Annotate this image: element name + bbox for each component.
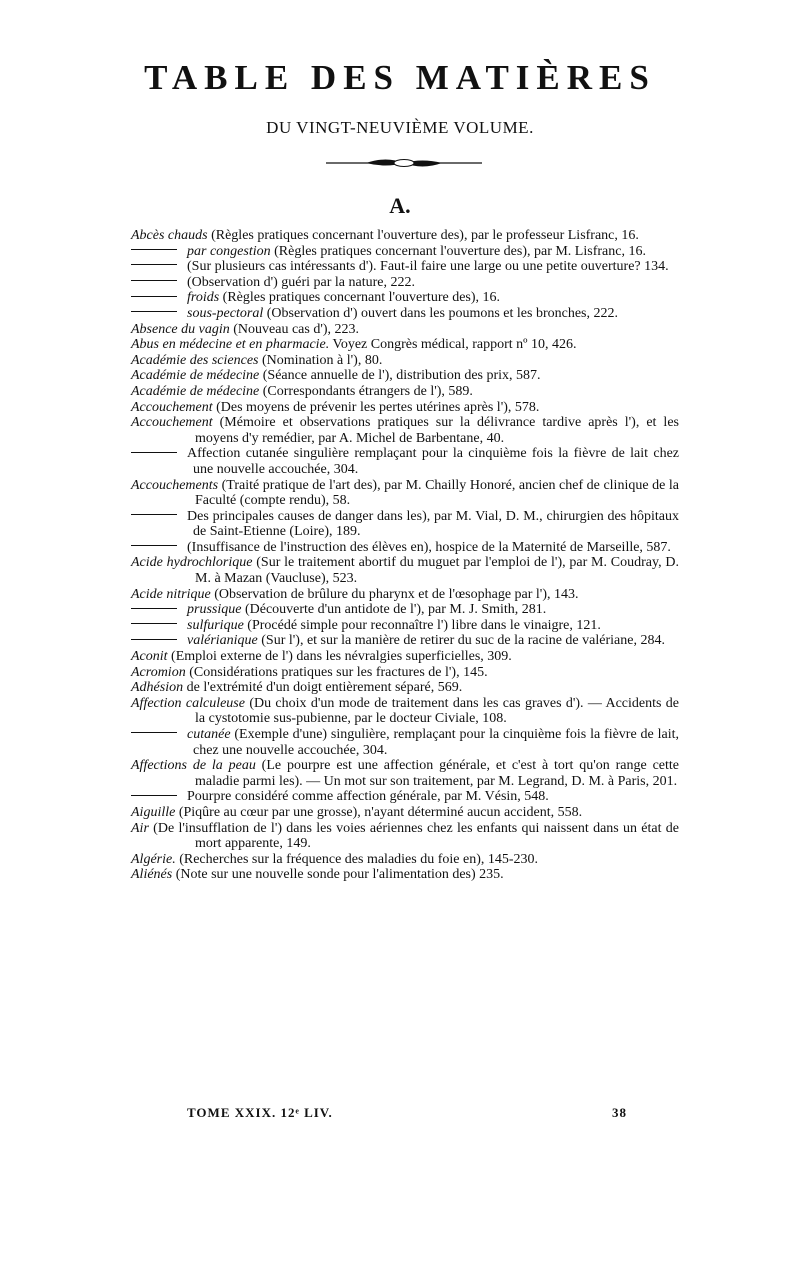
page-title: TABLE DES MATIÈRES bbox=[144, 58, 656, 97]
entry-keyword: Abcès chauds bbox=[131, 228, 208, 243]
index-entry bbox=[131, 337, 679, 353]
entry-keyword: Air bbox=[131, 820, 149, 836]
ditto-dash bbox=[131, 452, 177, 453]
entry-keyword: sous-pectoral bbox=[187, 305, 264, 321]
footer-page-number: 38 bbox=[612, 1105, 627, 1120]
page-footer bbox=[187, 1105, 627, 1121]
entry-text: (Nouveau cas d'), 223. bbox=[229, 321, 360, 337]
entry-keyword: Aiguille bbox=[131, 804, 176, 820]
ditto-dash bbox=[131, 311, 177, 312]
ditto-dash bbox=[131, 280, 177, 281]
entry-text: (Recherches sur la fréquence des maladies du foie en), 145-230. bbox=[175, 851, 539, 867]
entry-text: (Observation d') ouvert dans les poumons et les bronches, 222. bbox=[263, 305, 619, 321]
index-subentry bbox=[131, 540, 679, 556]
index-subentry bbox=[131, 509, 679, 540]
index-subentry bbox=[131, 602, 679, 618]
index-entry bbox=[131, 478, 679, 509]
footer-volume: TOME XXIX. 12ᵉ LIV. bbox=[187, 1105, 333, 1120]
entry-keyword: sulfurique bbox=[187, 617, 244, 633]
entry-text: (Le pourpre est une affection générale, et c'est à tort qu'on range cette maladie parmi les). — Un mot sur son traitement, par M. Legrand, D. M. à Paris, 201. bbox=[195, 758, 679, 789]
entry-keyword: froids bbox=[187, 290, 220, 306]
index-entry bbox=[131, 587, 679, 603]
ditto-dash bbox=[131, 608, 177, 609]
index-entries bbox=[131, 228, 679, 883]
index-subentry bbox=[131, 727, 679, 758]
ditto-dash bbox=[131, 264, 177, 265]
entry-text: (Correspondants étrangers de l'), 589. bbox=[259, 383, 473, 399]
entry-text: (Nomination à l'), 80. bbox=[258, 352, 383, 368]
index-entry bbox=[131, 353, 679, 369]
entry-keyword: Absence du vagin bbox=[131, 321, 230, 337]
entry-keyword: valérianique bbox=[187, 633, 258, 649]
ditto-dash bbox=[131, 623, 177, 624]
entry-text: (Séance annuelle de l'), distribution des prix, 587. bbox=[259, 368, 541, 384]
entry-keyword: Accouchement bbox=[131, 415, 213, 431]
entry-keyword: Abus en médecine et en pharmacie. bbox=[131, 337, 330, 353]
entry-keyword: Aconit bbox=[131, 649, 168, 665]
ditto-dash bbox=[131, 249, 177, 250]
entry-text: (Emploi externe de l') dans les névralgies superficielles, 309. bbox=[167, 649, 512, 665]
entry-text: (Note sur une nouvelle sonde pour l'alimentation des) 235. bbox=[172, 867, 504, 883]
entry-text: (Observation de brûlure du pharynx et de l'œsophage par l'), 143. bbox=[210, 586, 579, 602]
index-subentry bbox=[131, 618, 679, 634]
entry-keyword: Algérie. bbox=[131, 851, 176, 867]
entry-text: (Des moyens de prévenir les pertes utérines après l'), 578. bbox=[212, 399, 540, 415]
ditto-dash bbox=[131, 639, 177, 640]
index-entry bbox=[131, 867, 679, 883]
ornament-divider bbox=[326, 156, 482, 170]
index-entry bbox=[131, 852, 679, 868]
entry-text: (Exemple d'une) singulière, remplaçant pour la cinquième fois la fièvre de lait, chez une nouvelle accouchée, 304. bbox=[193, 727, 679, 758]
entry-text: (Sur l'), et sur la manière de retirer du suc de la racine de valériane, 284. bbox=[257, 633, 665, 649]
index-entry bbox=[131, 680, 679, 696]
entry-text: (Piqûre au cœur par une grosse), n'ayant déterminé aucun accident, 558. bbox=[175, 804, 583, 820]
entry-keyword: cutanée bbox=[187, 727, 231, 742]
entry-text: Pourpre considéré comme affection générale, par M. Vésin, 548. bbox=[187, 789, 549, 805]
entry-keyword: Académie des sciences bbox=[131, 352, 259, 368]
ditto-dash bbox=[131, 296, 177, 297]
index-subentry bbox=[131, 633, 679, 649]
index-subentry bbox=[131, 275, 679, 291]
index-entry bbox=[131, 228, 679, 244]
ditto-dash bbox=[131, 514, 177, 515]
index-subentry bbox=[131, 290, 679, 306]
entry-keyword: Adhésion bbox=[131, 680, 184, 696]
entry-text: Des principales causes de danger dans les), par M. Vial, D. M., chirurgien des hôpitaux de Saint-Etienne (Loire), 189. bbox=[187, 508, 679, 540]
index-entry bbox=[131, 805, 679, 821]
index-entry bbox=[131, 415, 679, 446]
entry-text: (Procédé simple pour reconnaître l') libre dans le vinaigre, 121. bbox=[243, 617, 601, 633]
index-entry bbox=[131, 758, 679, 789]
entry-text: (Considérations pratiques sur les fractures de l'), 145. bbox=[185, 664, 488, 680]
entry-keyword: Acromion bbox=[131, 664, 186, 680]
entry-keyword: Aliénés bbox=[131, 867, 173, 883]
ditto-dash bbox=[131, 795, 177, 796]
index-entry bbox=[131, 322, 679, 338]
ditto-dash bbox=[131, 732, 177, 733]
entry-text: (Observation d') guéri par la nature, 222. bbox=[187, 274, 415, 290]
entry-keyword: Affection calculeuse bbox=[131, 695, 245, 711]
index-subentry bbox=[131, 244, 679, 260]
entry-text: (Règles pratiques concernant l'ouverture des), 16. bbox=[219, 290, 501, 306]
entry-keyword: Acide nitrique bbox=[131, 586, 211, 602]
index-entry bbox=[131, 821, 679, 852]
entry-keyword: prussique bbox=[187, 602, 242, 618]
entry-keyword: par congestion bbox=[187, 243, 271, 259]
entry-text: (Règles pratiques concernant l'ouverture des), par M. Lisfranc, 16. bbox=[270, 243, 646, 259]
page-subtitle: DU VINGT-NEUVIÈME VOLUME. bbox=[266, 118, 534, 137]
entry-text: de l'extrémité d'un doigt entièrement séparé, 569. bbox=[183, 680, 463, 696]
index-entry bbox=[131, 665, 679, 681]
index-entry bbox=[131, 400, 679, 416]
entry-text: Voyez Congrès médical, rapport nº 10, 426. bbox=[329, 337, 577, 353]
index-subentry bbox=[131, 306, 679, 322]
ditto-dash bbox=[131, 545, 177, 546]
entry-keyword: Académie de médecine bbox=[131, 368, 260, 384]
entry-keyword: Affections de la peau bbox=[131, 758, 256, 774]
entry-text: (Découverte d'un antidote de l'), par M. J. Smith, 281. bbox=[241, 602, 547, 618]
index-subentry bbox=[131, 446, 679, 477]
entry-text: Affection cutanée singulière remplaçant pour la cinquième fois la fièvre de lait chez une nouvelle accouchée, 304. bbox=[187, 446, 679, 477]
index-subentry bbox=[131, 259, 679, 275]
entry-text: (Règles pratiques concernant l'ouverture des), par le professeur Lisfranc, 16. bbox=[207, 228, 639, 243]
entry-keyword: Académie de médecine bbox=[131, 383, 260, 399]
entry-text: (De l'insufflation de l') dans les voies aériennes chez les enfants qui naissent dans un état de mort apparente, 149. bbox=[148, 820, 679, 852]
index-entry bbox=[131, 384, 679, 400]
entry-text: (Traité pratique de l'art des), par M. Chailly Honoré, ancien chef de clinique de la Faculté (compte rendu), 58. bbox=[195, 477, 679, 509]
index-entry bbox=[131, 696, 679, 727]
entry-text: (Mémoire et observations pratiques sur la délivrance tardive après l'), et les moyens d'y remédier, par A. Michel de Barbentane, 40. bbox=[195, 415, 679, 446]
entry-keyword: Accouchement bbox=[131, 399, 213, 415]
index-subentry bbox=[131, 789, 679, 805]
index-entry bbox=[131, 649, 679, 665]
index-entry bbox=[131, 555, 679, 586]
entry-keyword: Accouchements bbox=[131, 477, 219, 493]
index-entry bbox=[131, 368, 679, 384]
section-letter: A. bbox=[389, 193, 411, 218]
entry-text: (Du choix d'un mode de traitement dans les cas graves d'). — Accidents de la cystotomie sus-pubienne, par le docteur Civiale, 108. bbox=[195, 695, 679, 727]
entry-text: (Insuffisance de l'instruction des élèves en), hospice de la Maternité de Marseille, 587. bbox=[187, 539, 671, 555]
entry-keyword: Acide hydrochlorique bbox=[131, 555, 253, 571]
entry-text: (Sur le traitement abortif du muguet par l'emploi de l'), par M. Coudray, D. M. à Mazan (Vaucluse), 523. bbox=[195, 555, 679, 587]
entry-text: (Sur plusieurs cas intéressants d'). Faut-il faire une large ou une petite ouverture? 134. bbox=[187, 259, 669, 275]
